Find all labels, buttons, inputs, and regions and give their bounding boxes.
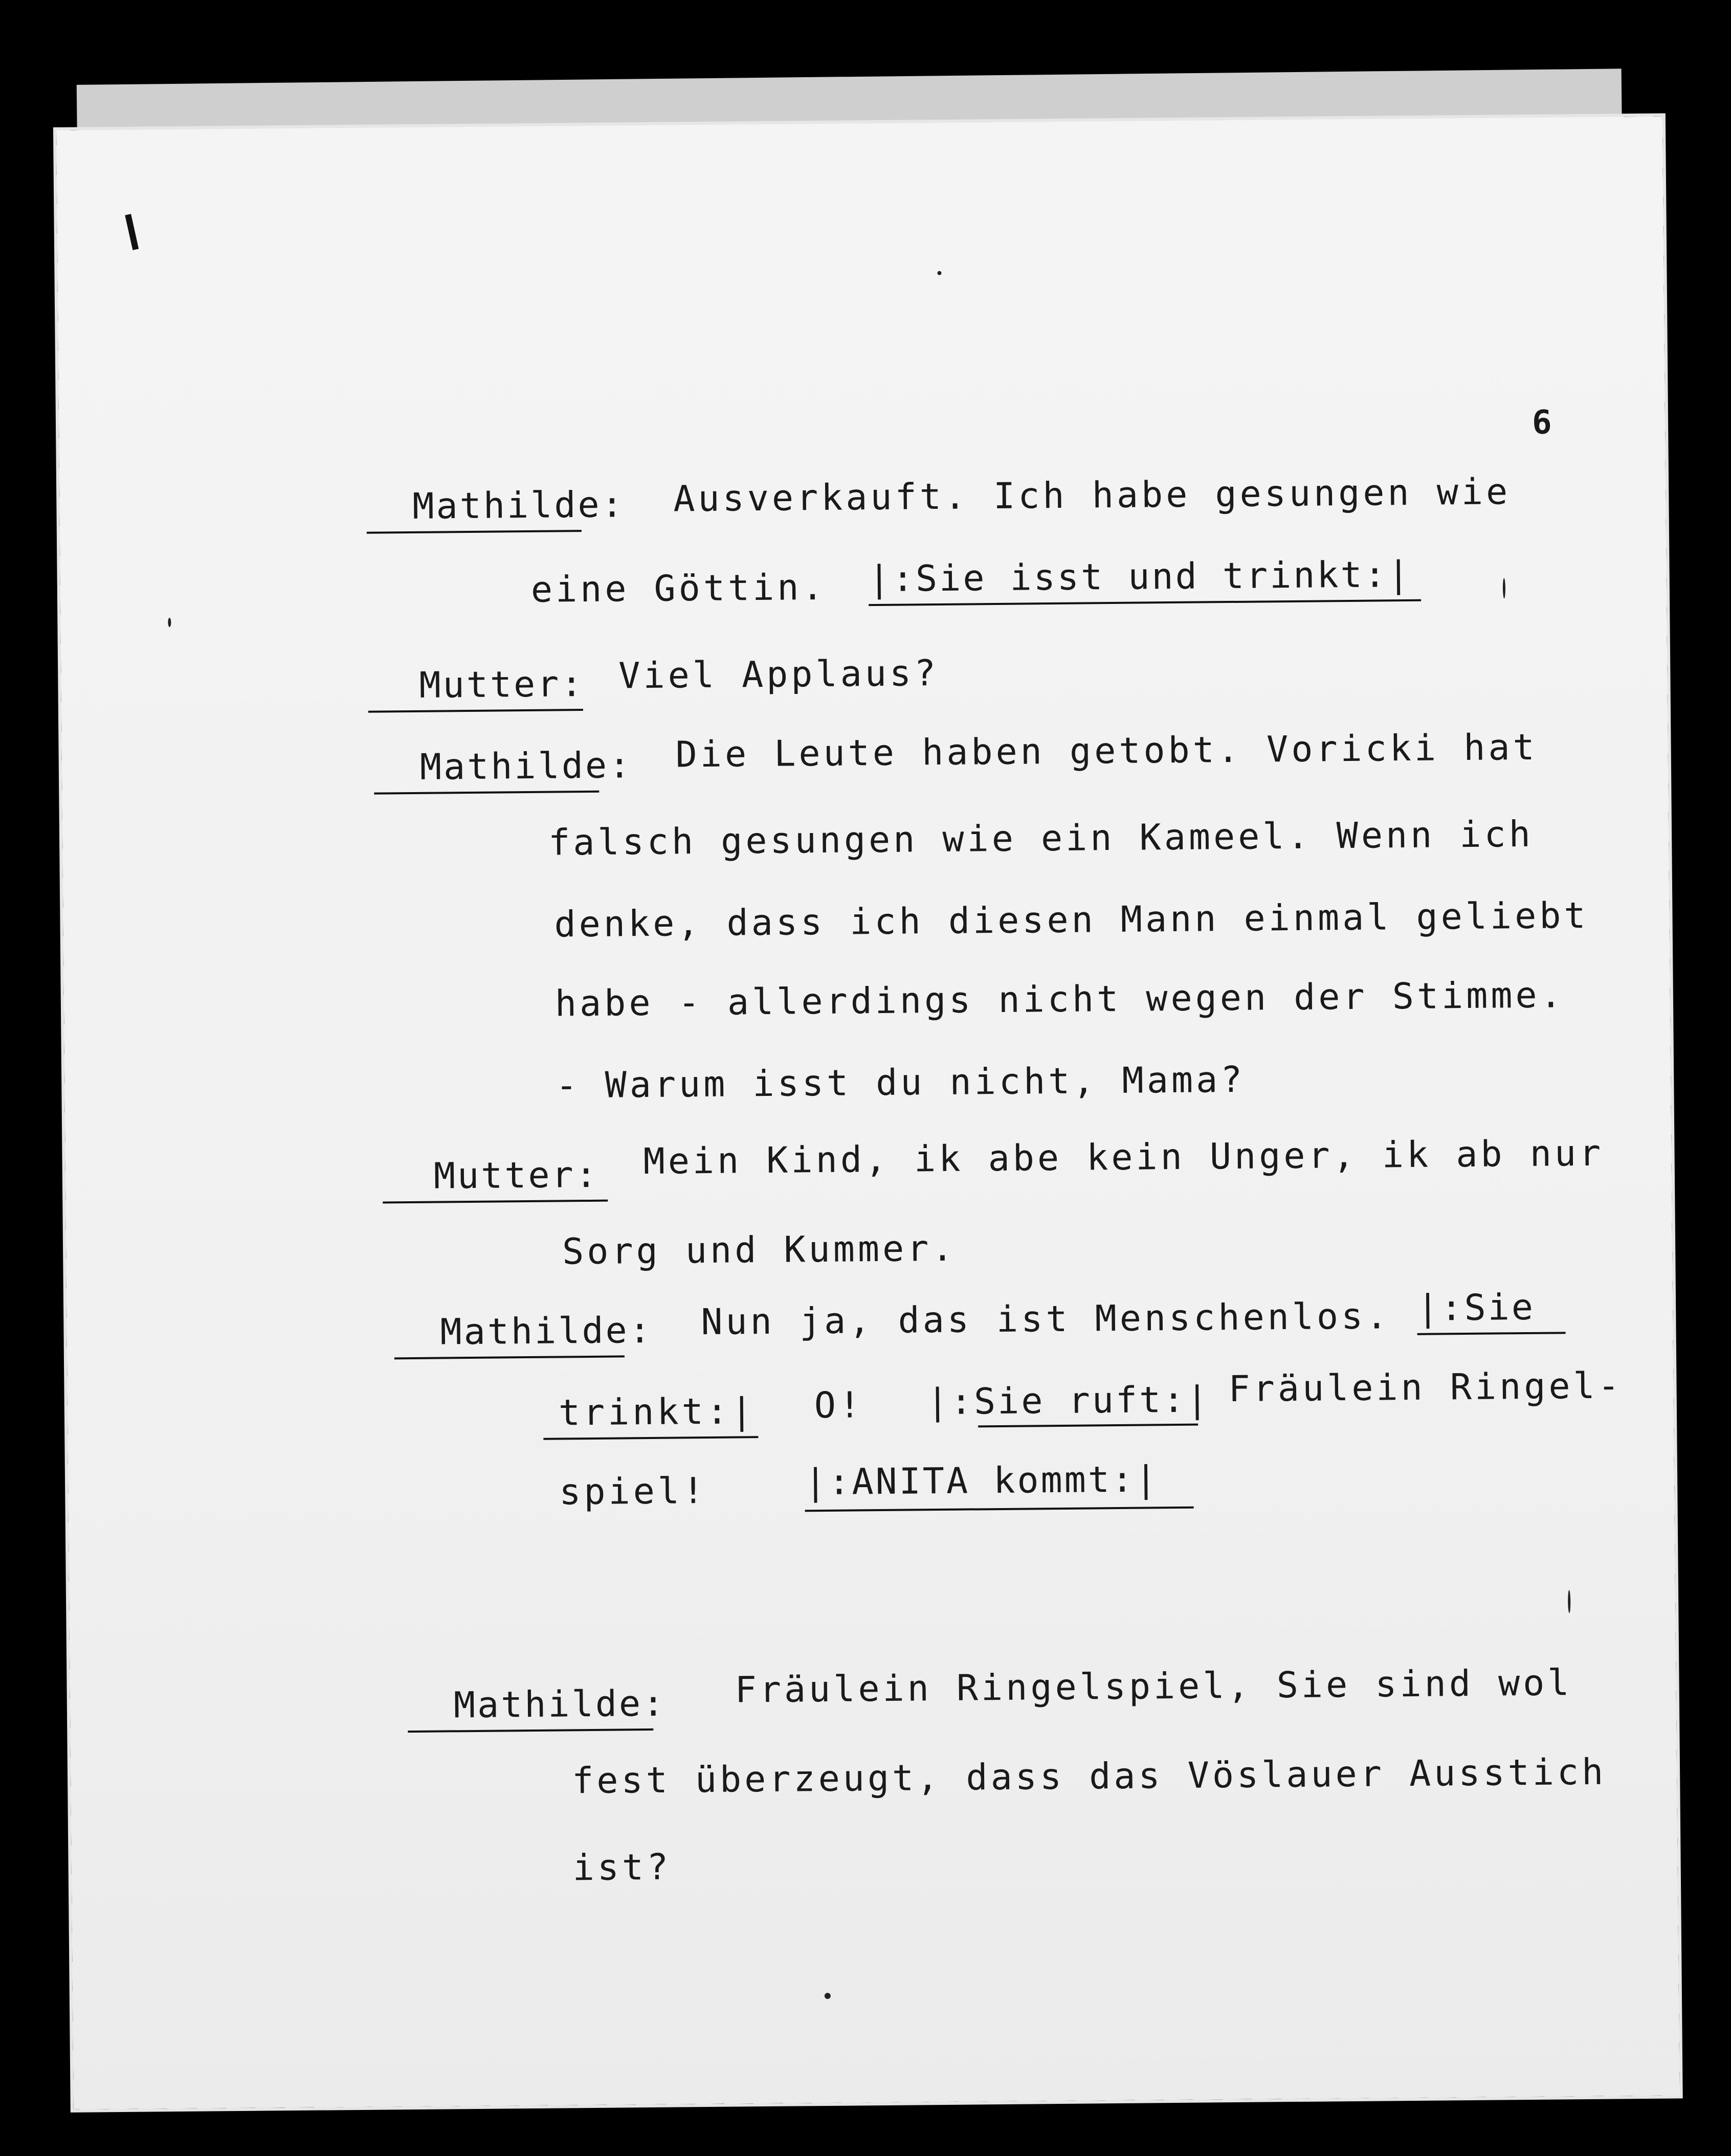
- dialogue-line: spiel!: [559, 1470, 707, 1513]
- dialogue-line: fest überzeugt, dass das Vöslauer Ausstich: [571, 1750, 1607, 1802]
- stage-underline: [1417, 1332, 1566, 1335]
- dialogue-line: Fräulein Ringel-: [1228, 1364, 1623, 1410]
- dialogue-line: trinkt:|: [558, 1390, 756, 1434]
- dust-speck: [937, 271, 941, 275]
- speaker-underline: [368, 709, 583, 713]
- dialogue-line: Sorg und Kummer.: [562, 1227, 957, 1273]
- dust-speck: [1503, 578, 1505, 598]
- dialogue-line: denke, dass ich diesen Mann einmal geliebt: [554, 894, 1589, 946]
- stage-underline: [543, 1436, 758, 1440]
- ink-mark: [125, 214, 139, 250]
- stage-underline: [978, 1424, 1198, 1428]
- dialogue-line: Fräulein Ringelspiel, Sie sind wol: [735, 1661, 1572, 1711]
- dialogue-line: eine Göttin.: [530, 566, 827, 611]
- dialogue-line: Mein Kind, ik abe kein Unger, ik ab nur: [643, 1132, 1604, 1183]
- dialogue-line: Die Leute haben getobt. Voricki hat: [675, 726, 1538, 776]
- speaker-label: Mathilde:: [453, 1682, 667, 1726]
- speaker-label: Mathilde:: [440, 1309, 653, 1353]
- speaker-underline: [394, 1355, 625, 1359]
- speaker-label: Mathilde:: [419, 744, 633, 788]
- dialogue-line: falsch gesungen wie ein Kameel. Wenn ich: [548, 813, 1534, 864]
- speaker-underline: [408, 1728, 653, 1733]
- stage-underline: [805, 1507, 1194, 1512]
- speaker-underline: [383, 1200, 608, 1204]
- stage-direction: |:Sie isst und trinkt:|: [868, 553, 1412, 600]
- dust-speck: [825, 1993, 831, 1999]
- dialogue-line: ist?: [572, 1846, 672, 1889]
- dust-speck: [1568, 1590, 1570, 1613]
- dialogue-line: Ausverkauft. Ich habe gesungen wie: [673, 470, 1511, 520]
- speaker-underline: [374, 791, 599, 795]
- stage-underline: [869, 599, 1421, 606]
- stage-direction: |:Sie: [1416, 1286, 1536, 1329]
- dialogue-line: O!: [814, 1384, 864, 1427]
- page-number: 6: [1532, 403, 1552, 442]
- speaker-label: Mathilde:: [412, 483, 626, 527]
- dialogue-line: - Warum isst du nicht, Mama?: [555, 1058, 1246, 1107]
- typewritten-page: [56, 117, 1680, 2109]
- stage-direction: |:ANITA kommt:|: [804, 1458, 1159, 1503]
- speaker-label: Mutter:: [433, 1153, 600, 1197]
- dialogue-line: habe - allerdings nicht wegen der Stimme.: [554, 974, 1565, 1025]
- speaker-underline: [367, 530, 582, 534]
- dust-speck: [168, 618, 171, 627]
- stage-direction: |:Sie ruft:|: [926, 1378, 1210, 1423]
- speaker-label: Mutter:: [419, 663, 585, 706]
- dialogue-line: Viel Applaus?: [618, 652, 939, 697]
- dialogue-line: Nun ja, das ist Menschenlos.: [701, 1295, 1391, 1343]
